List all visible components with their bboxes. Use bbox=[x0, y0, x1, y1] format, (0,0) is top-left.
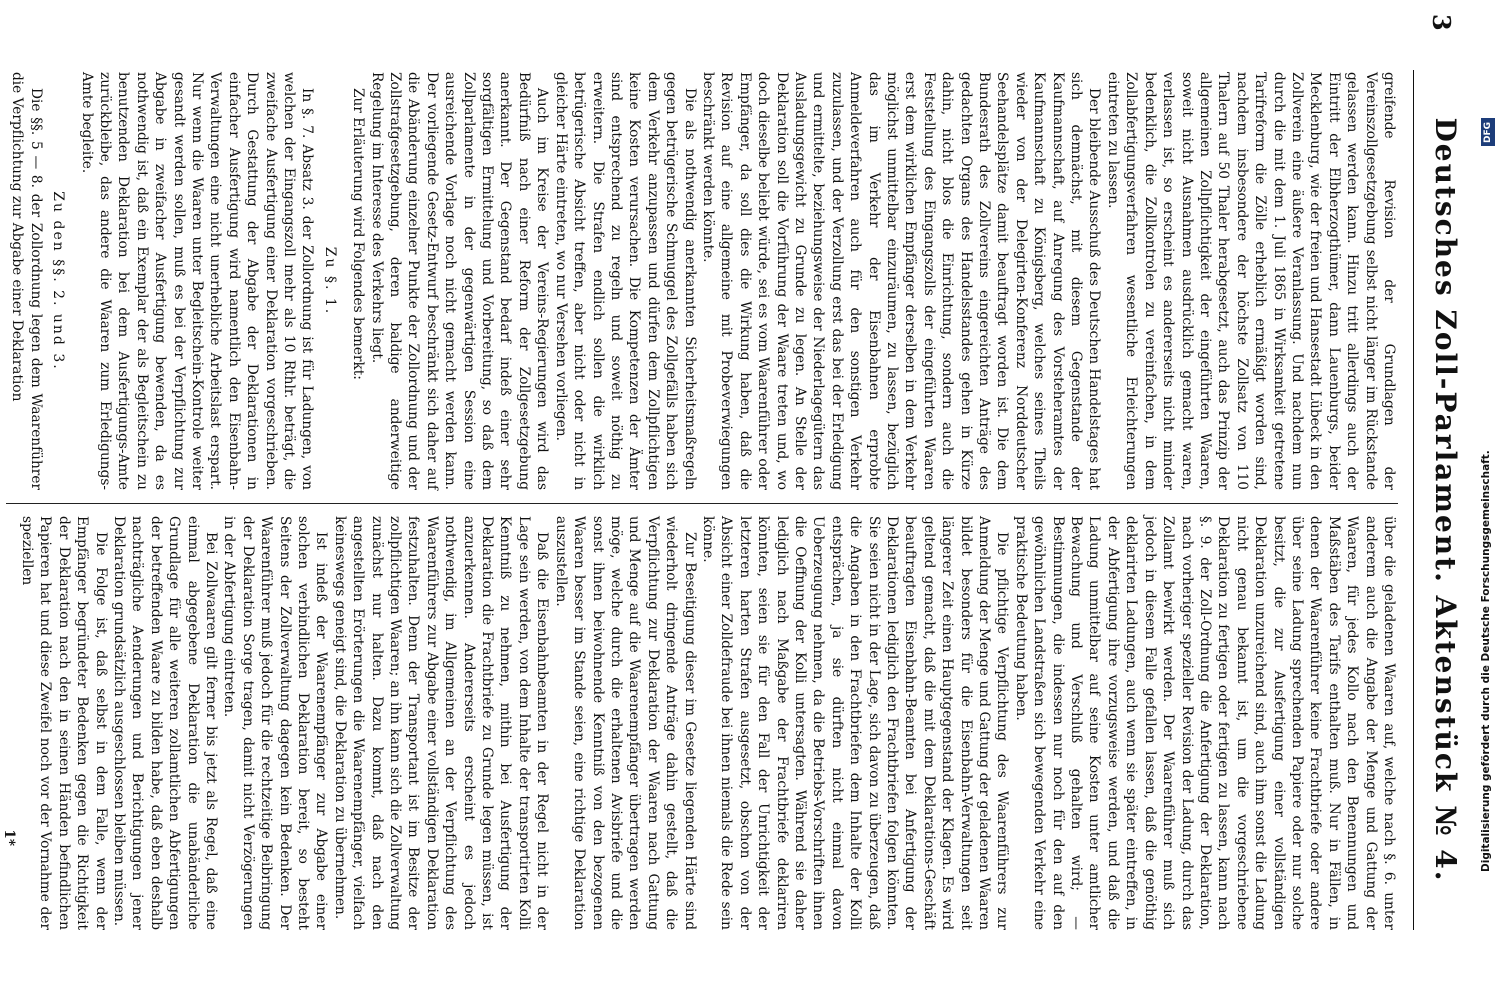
column-divider bbox=[6, 503, 1398, 504]
paragraph: Auch im Kreise der Vereins-Regierungen wird das Bedürfniß nach einer Reform der Zollgesetzgebung anerkannt. Der Gegenstand bedarf indeß einer sehr sorgfältigen Ermittelung und Vorbereitung, so daß dem Zollparlamente in der gegenwärtigen Session eine ausreichende Vorlage noch nicht gemacht werden kann. Der vorliegende Gesetz-Entwurf beschränkt sich daher auf die Abänderung einzelner Punkte der Zollordnung und der Zollstrafgesetzgebung, deren baldige anderweitige Regelung im Interesse des Verkehrs liegt. bbox=[368, 72, 551, 490]
paragraph: greifende Revision der Grundlagen der Vereinszollgesetzgebung selbst nicht länger im Rückstande gelassen werden kann. Hinzu tritt allerdings auch der Eintritt der Elbherzogthümer, dann Lauenburgs, beider Mecklenburg, wie der freien und Hansestadt Lübeck in den Zollverein eine äußere Veranlassung. Und nachdem nun durch die mit dem 1. Juli 1865 in Wirksamkeit getretene Tarifreform die Zölle erheblich ermäßigt worden sind, nachdem insbesondere der höchste Zollsatz von 110 Thalern auf 50 Thaler herabgesetzt, auch das Prinzip der allgemeinen Zollpflichtigkeit der eingeführten Waaren, soweit nicht Ausnahmen ausdrücklich gemacht waren, verlassen ist, so erscheint es andererseits nicht minder bedenklich, die Zollkontrolen zu vereinfachen, in dem Zollabfertigungsverfahren wesentliche Erleichterungen eintreten zu lassen. bbox=[1104, 72, 1397, 490]
section-heading: Zu den §§. 2. und 3. bbox=[50, 191, 67, 371]
digitization-notice bbox=[1480, 118, 1496, 878]
paragraph: über die geladenen Waaren auf, welche nach §. 6. unter anderem auch die Angabe der Menge und Gattung der Waaren, für jedes Kollo nach den Benennungen und Maßstäben des Tarifs enthalten muß. Nur in Fällen, in denen der Waarenführer keine Frachtbriefe oder andere über seine Ladung sprechenden Papiere oder nur solche besitzt, die zur Ausfertigung einer vollständigen Deklaration unzureichend sind, auch ihm sonst die Ladung nicht genau bekannt ist, um die vorgeschriebene Deklaration zu fertigen oder fertigen zu lassen, kann nach §. 9. der Zoll-Ordnung die Anfertigung der Deklaration, nach vorheriger spezieller Revision der Ladung, durch das Zollamt bewirkt werden. Der Waarenführer muß sich jedoch in diesem Falle gefallen lassen, daß die genöthig deklarirten Ladungen, auch wenn sie später eintreffen, in der Abfertigung ihre vorzugsweise werden, und daß die Ladung unmittelbar auf seine Kosten unter amtlicher Bewachung und Verschluß gehalten wird; — Bestimmungen, die indessen nur noch für den auf den gewöhnlichen Landstraßen sich bewegenden Verkehr eine praktische Bedeutung haben. bbox=[1012, 516, 1397, 930]
section-heading: Zu §. 1. bbox=[321, 246, 338, 316]
paragraph: Zur Beseitigung dieser im Gesetze liegenden Härte sind wiederholt dringende Anträge dahin gestellt, daß die Verpflichtung zur Deklaration der Waaren nach Gattung und Menge auf die Waarenempfänger übertragen werden möge, welche durch die erhaltenen Avisbriefe und die sonst ihnen beiwohnende Kenntniß von den bezogenen Waaren besser im Stande seien, eine richtige Deklaration auszustellen. bbox=[552, 516, 698, 930]
left-column bbox=[4, 72, 1398, 490]
paragraph: Die als nothwendig anerkannten Sicherheitsmaßregeln gegen betrügerische Schmuggel des Zollgefälls haben sich dem Verkehr anzupassen und dürfen dem Zollpflichtigen keine Kosten verursachen. Die Kompetenzen der Ämter sind entsprechend zu regeln und soweit nöthig zu erweitern. Die Strafen endlich sollen die wirklich betrügerische Absicht treffen, aber nicht oder nicht in gleicher Härte eintreten, wo nur Versehen vorliegen. bbox=[552, 72, 698, 490]
paragraph: Die §§. 5 — 8. der Zollordnung legen dem Waarenführer die Verpflichtung zur Abgabe einer Deklaration bbox=[9, 72, 44, 490]
paragraph: Bei Zollwaaren gilt ferner bis jetzt als Regel, daß eine einmal abgegebene Deklaration die unabänderliche Grundlage für alle weiteren zollamtlichen Abfertigungen der betreffenden Waare zu bilden habe, daß eben deshalb nachträgliche Aenderungen und Berichtigungen jener Deklaration grundsätzlich ausgeschlossen bleiben müssen. bbox=[110, 516, 219, 930]
paragraph: Die pflichtige Verpflichtung des Waarenführers zur Anmeldung der Menge und Gattung der geladenen Waaren bildet besonders für die Eisenbahn-Verwaltungen seit längerer Zeit einen Hauptgegenstand der Klagen. Es wird geltend gemacht, daß die mit dem Deklarations-Geschäft beauftragten Eisenbahn-Beamten bei Anfertigung der Deklarationen lediglich den Frachtbriefen folgen könnten. Sie seien nicht in der Lage, sich davon zu überzeugen, daß die Angaben in den Frachtbriefen dem Inhalte der Kolli entsprächen, ja sie dürften nicht einmal davon Ueberzeugung nehmen, da die Betriebs-Vorschriften ihnen die Oeffnung der Kolli untersagten. Während sie daher lediglich nach Maßgabe der Frachtbriefe deklariren könnten, seien sie für den Fall der Unrichtigkeit der letzteren harten Strafen ausgesetzt, obschon von der Absicht einer Zolldefraude bei ihnen niemals die Rede sein könne. bbox=[699, 516, 1011, 930]
paragraph: Daß die Eisenbahnbeamten in der Regel nicht in der Lage sein werden, von dem Inhalte der transportirten Kolli Kenntniß zu nehmen, mithin bei Ausfertigung der Deklaration die Frachtbriefe zu Grunde legen müssen, ist anzuerkennen. Andererseits erscheint es jedoch nothwendig, im Allgemeinen an der Verpflichtung des Waarenführers zur Abgabe einer vollständigen Deklaration festzuhalten. Denn der Transportant ist im Besitze der zollpflichtigen Waaren; an ihn kann sich die Zollverwaltung zunächst nur halten. Dazu kommt, daß nach den angestellten Erörterungen die Waarenempfänger, vielfach keineswegs geneigt sind, die Deklaration zu übernehmen. bbox=[331, 516, 551, 930]
sheet-signature: 1* bbox=[0, 829, 17, 846]
digitization-text: Digitalisierung gefördert durch die Deutsche Forschungsgemeinschaft. bbox=[1480, 450, 1492, 872]
paragraph: Ist indeß der Waarenempfänger zur Abgabe einer solchen verbindlichen Deklaration bereit, so besteht Seitens der Zollverwaltung dagegen kein Bedenken. Der Waarenführer muß jedoch für die rechtzeitige Beibringung der Deklaration Sorge tragen, damit nicht Verzögerungen in der Abfertigung eintreten. bbox=[221, 516, 330, 930]
header-rule bbox=[1413, 70, 1414, 930]
paragraph: Die Folge ist, daß selbst in dem Falle, wenn der Empfänger begründeter Bedenken gegen die Richtigkeit der Deklaration nach den in seinen Händen befindlichen Papieren hat und diese Zweifel noch vor der Vornahme der speziellen bbox=[18, 516, 109, 930]
dfg-logo: DFG bbox=[1481, 118, 1495, 146]
page-title: Deutsches Zoll-Parlament. Aktenstück № 4. bbox=[1429, 117, 1462, 883]
paragraph: Der bleibende Ausschuß des Deutschen Handelstages hat sich demnächst, mit diesem Gegenstande der Kaufmannschaft, auf Anregung des Vorsteheramtes der Kaufmannschaft zu Königsberg, welches seines Theils wieder von der Delegirten-Konferenz Norddeutscher Seehandelsplätze damit beauftragt worden ist. Die dem Bundesrath des Zollvereins eingereichten Anträge des gedachten Organs des Handelsstandes gehen in Kürze dahin, nicht blos die Einrichtung, sondern auch die Feststellung des Eingangszolls der eingeführten Waaren erst dem wirklichen Empfänger derselben in dem Verkehr möglichst unmittelbar einzuräumen, zu lassen, bezüglich das im Verkehr der Eisenbahnen erprobte Anmeldeverfahren auch für den sonstigen Verkehr zuzulassen, und der Verzollung erst das bei der Erledigung und ermittelte, beziehungsweise der Niederlagegütern das Ausladungsgewicht zu Grunde zu legen. An Stelle der Deklaration soll die Vorführung der Waare treten und, wo doch dieselbe beliebt würde, sei es vom Waarenführer oder Empfänger, da soll dies die Wirkung haben, daß die Revision auf eine allgemeine mit Probeverwiegungen beschränkt werden könnte. bbox=[699, 72, 1103, 490]
paragraph: Zur Erläuterung wird Folgendes bemerkt: bbox=[350, 88, 367, 380]
page-number: 3 bbox=[1427, 14, 1456, 31]
paragraph: In §. 7. Absatz 3. der Zollordnung ist für Ladungen, von welchen der Eingangszoll mehr als 10 Rthlr. beträgt, die zweifache Ausfertigung einer Deklaration vorgeschrieben. Durch Gestattung der Abgabe der Deklarationen in einfacher Ausfertigung wird namentlich den Eisenbahn-Verwaltungen eine nicht unerhebliche Arbeitslast erspart. Nur wenn die Waaren unter Begleitschein-Kontrole weiter gesandt werden sollen, muß es bei der Verpflichtung zur Abgabe in zweifacher Ausfertigung bewenden, da es nothwendig ist, daß ein Exemplar der als Begleitschein zu benutzenden Deklaration bei dem Ausfertigungs-Amte zurückbleibe, das andere die Waaren zum Erledigungs-Amte begleite. bbox=[78, 72, 316, 490]
right-column bbox=[0, 516, 1398, 930]
